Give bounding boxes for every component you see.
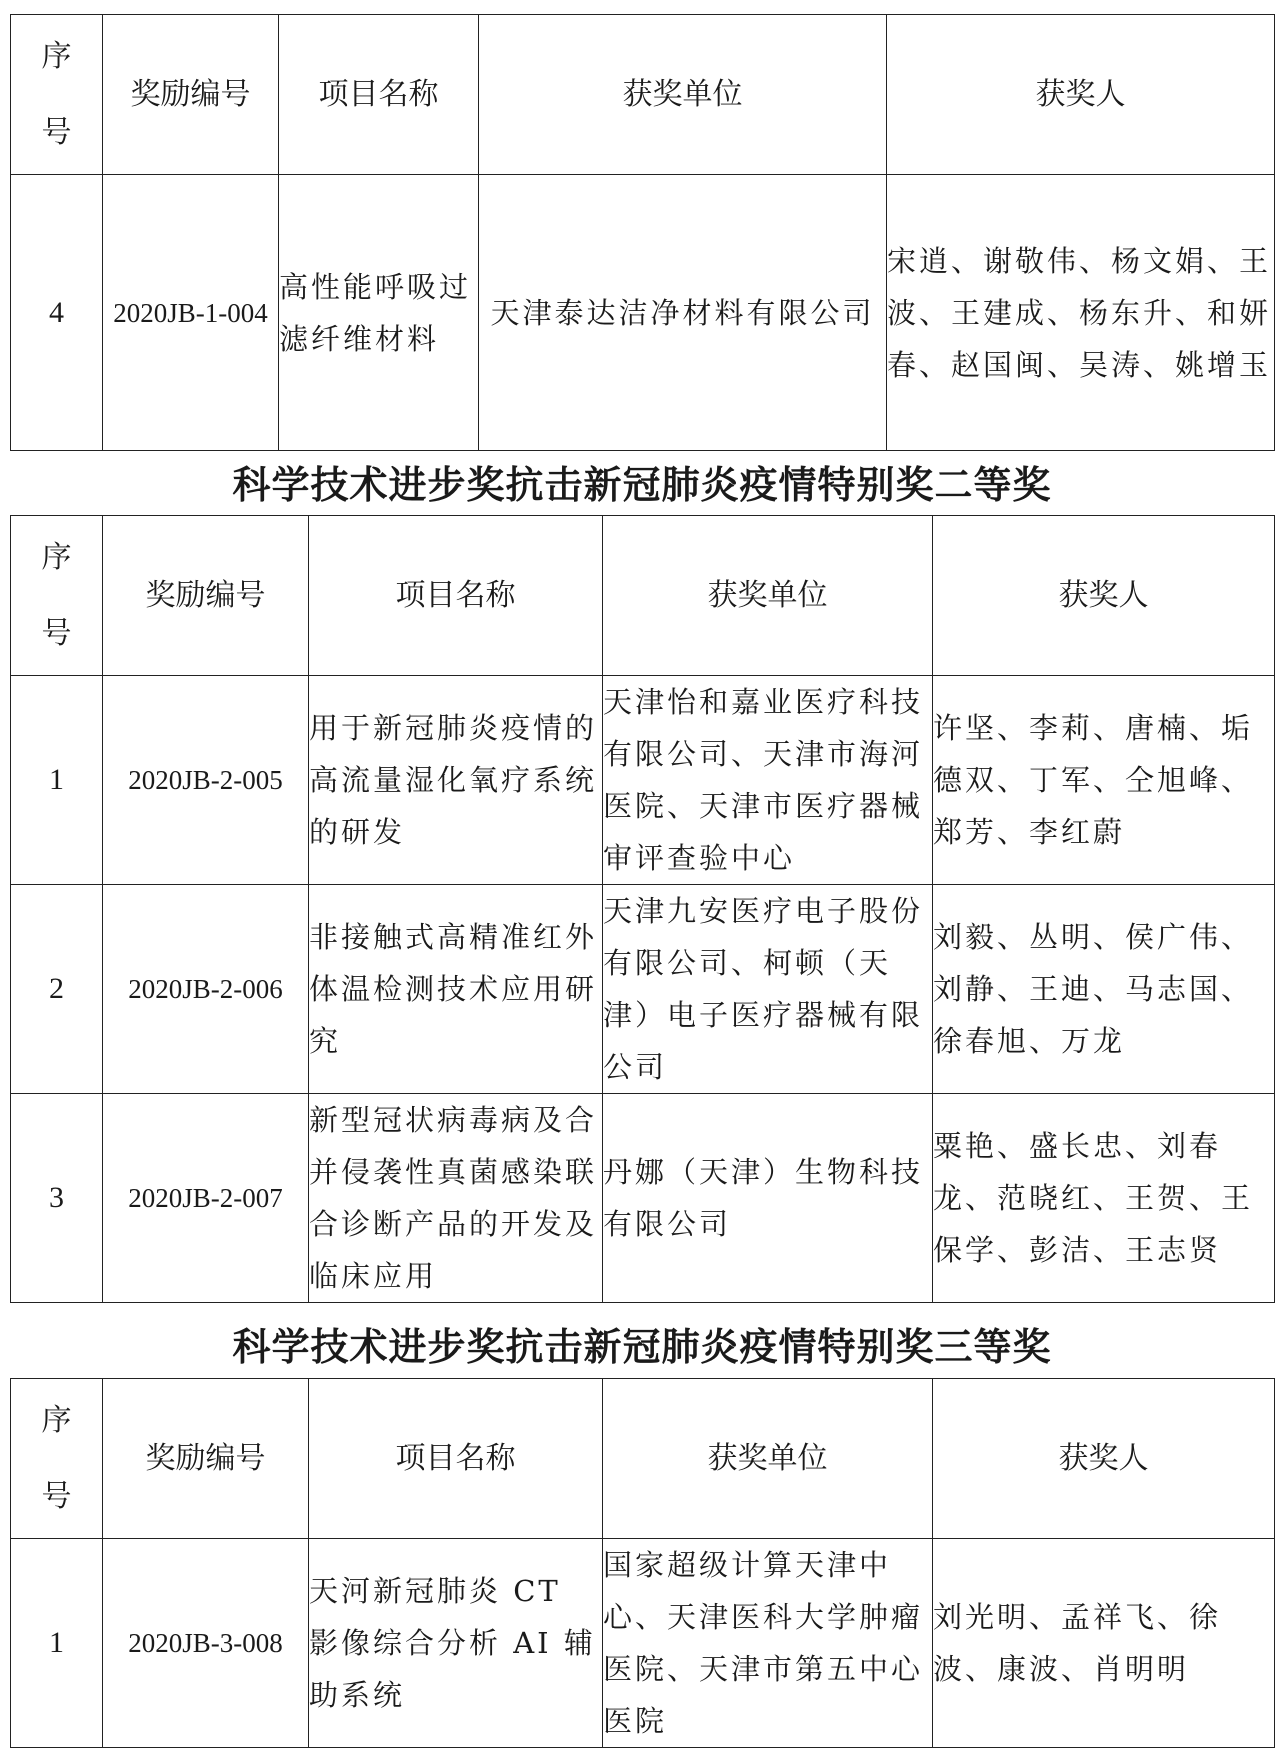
table-row: [11, 175, 1275, 451]
row-seq: 1: [11, 676, 103, 885]
row-code: 2020JB-2-007: [103, 1094, 309, 1303]
row-seq: 1: [11, 1539, 103, 1748]
header-project: 项目名称: [309, 1379, 603, 1539]
section-title-second-class: 科学技术进步奖抗击新冠肺炎疫情特别奖二等奖: [232, 463, 1052, 507]
awards-table-2: [10, 515, 1275, 1303]
header-code: 奖励编号: [103, 15, 279, 175]
row-code: 2020JB-1-004: [103, 175, 279, 451]
row-winners: 刘毅、丛明、侯广伟、刘静、王迪、马志国、徐春旭、万龙: [933, 885, 1275, 1094]
header-winners: 获奖人: [933, 1379, 1275, 1539]
header-project: 项目名称: [309, 516, 603, 676]
row-unit: 天津泰达洁净材料有限公司: [479, 175, 887, 451]
row-unit: 国家超级计算天津中心、天津医科大学肿瘤医院、天津市第五中心医院: [603, 1539, 933, 1748]
row-winners: 粟艳、盛长忠、刘春龙、范晓红、王贺、王保学、彭洁、王志贤: [933, 1094, 1275, 1303]
row-project: 天河新冠肺炎 CT 影像综合分析 AI 辅助系统: [309, 1539, 603, 1748]
row-winners: 宋逍、谢敬伟、杨文娟、王波、王建成、杨东升、和妍春、赵国闽、吴涛、姚增玉: [887, 175, 1275, 451]
row-winners: 刘光明、孟祥飞、徐波、康波、肖明明: [933, 1539, 1275, 1748]
table-row: [11, 1094, 1275, 1303]
row-winners: 许坚、李莉、唐楠、垢德双、丁军、仝旭峰、郑芳、李红蔚: [933, 676, 1275, 885]
header-winners: 获奖人: [933, 516, 1275, 676]
row-project: 用于新冠肺炎疫情的高流量湿化氧疗系统的研发: [309, 676, 603, 885]
row-code: 2020JB-2-005: [103, 676, 309, 885]
header-winners: 获奖人: [887, 15, 1275, 175]
row-code: 2020JB-2-006: [103, 885, 309, 1094]
row-unit: 丹娜（天津）生物科技有限公司: [603, 1094, 933, 1303]
table-row: [11, 1539, 1275, 1748]
table-header-row: [11, 1379, 1275, 1539]
header-project: 项目名称: [279, 15, 479, 175]
table-row: [11, 885, 1275, 1094]
section-title-third-class: 科学技术进步奖抗击新冠肺炎疫情特别奖三等奖: [232, 1325, 1052, 1369]
table-header-row: [11, 516, 1275, 676]
awards-table-1: [10, 14, 1275, 451]
row-seq: 4: [11, 175, 103, 451]
row-seq: 2: [11, 885, 103, 1094]
header-code: 奖励编号: [103, 1379, 309, 1539]
row-project: 非接触式高精准红外体温检测技术应用研究: [309, 885, 603, 1094]
header-seq: 序号: [11, 15, 103, 175]
table-row: [11, 676, 1275, 885]
row-unit: 天津怡和嘉业医疗科技有限公司、天津市海河医院、天津市医疗器械审评查验中心: [603, 676, 933, 885]
header-unit: 获奖单位: [479, 15, 887, 175]
row-project: 高性能呼吸过滤纤维材料: [279, 175, 479, 451]
table-header-row: [11, 15, 1275, 175]
header-seq: 序号: [11, 516, 103, 676]
row-project: 新型冠状病毒病及合并侵袭性真菌感染联合诊断产品的开发及临床应用: [309, 1094, 603, 1303]
awards-table-3: [10, 1378, 1275, 1748]
row-code: 2020JB-3-008: [103, 1539, 309, 1748]
row-unit: 天津九安医疗电子股份有限公司、柯顿（天津）电子医疗器械有限公司: [603, 885, 933, 1094]
header-unit: 获奖单位: [603, 516, 933, 676]
row-seq: 3: [11, 1094, 103, 1303]
header-code: 奖励编号: [103, 516, 309, 676]
header-unit: 获奖单位: [603, 1379, 933, 1539]
header-seq: 序号: [11, 1379, 103, 1539]
